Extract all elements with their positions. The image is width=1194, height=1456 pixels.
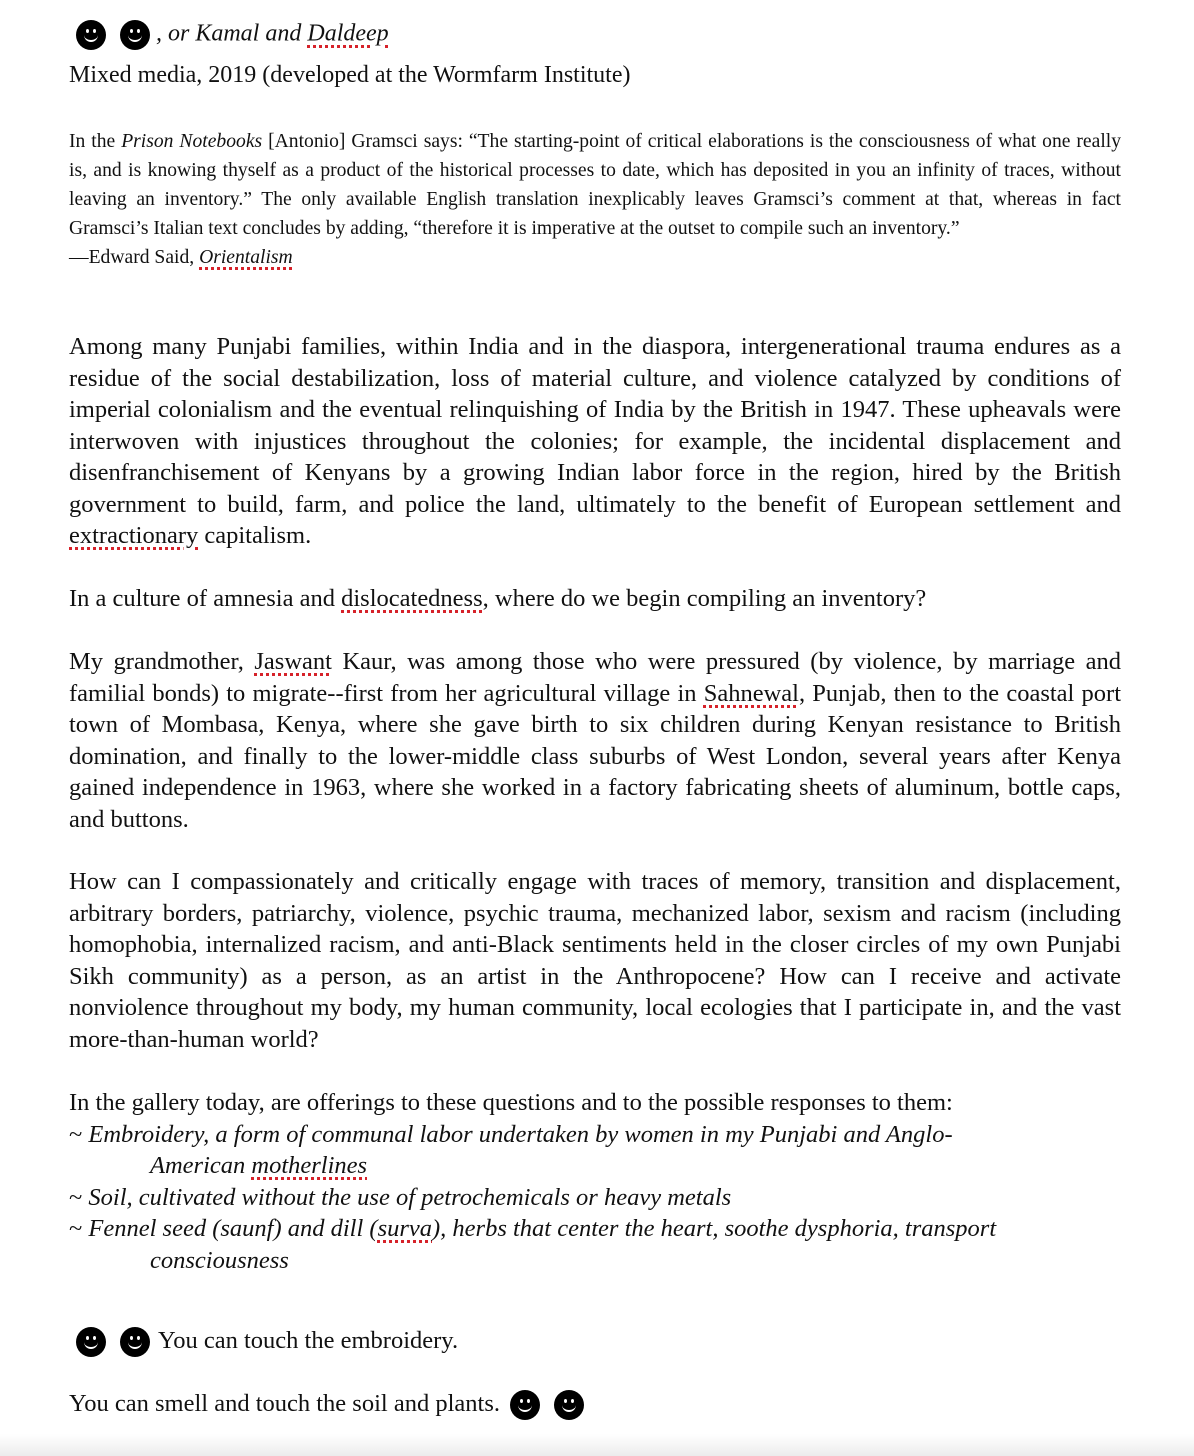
paragraph-offerings — [69, 1087, 1121, 1276]
quote-text: [Antonio] Gramsci says: “The starting-point of critical elaborations is the consciousness of what one really is, and is knowing thyself as a product of the historical processes to date, which has deposited in you an infinity of traces, without leaving an inventory.” The only available English translation inexplicably leaves Gramsci’s comment at that, whereas in fact Gramsci’s Italian text concludes by adding, “therefore it is imperative at the outset to compile such an inventory.” — [69, 131, 1122, 239]
artwork-title — [76, 20, 389, 50]
quote-lead: In the — [69, 131, 122, 152]
attribution-work: Orientalism — [199, 247, 293, 268]
list-item-text: Embroidery, a form of communal labor undertaken by women in my Punjabi and Anglo- — [88, 1120, 953, 1148]
paragraph-text: , Punjab, then to the coastal port town of Mombasa, Kenya, where she gave birth to six children during Kenyan resistance to British domination, and finally to the lower-middle class suburbs of West London, several years after Kenya gained independence in 1963, where she worked in a factory fabricating sheets of aluminum, bottle caps, and buttons. — [69, 679, 1122, 833]
list-item-text: Soil, cultivated without the use of petrochemicals or heavy metals — [88, 1183, 732, 1211]
list-item-text: American — [150, 1152, 252, 1179]
paragraph-text: In a culture of amnesia and — [69, 585, 342, 612]
list-item-text: consciousness — [150, 1246, 289, 1274]
flagged-word: surva — [377, 1215, 433, 1242]
paragraph-question — [69, 583, 1121, 615]
paragraph-history — [69, 331, 1121, 552]
flagged-word: Jaswant — [254, 648, 332, 675]
smiley-icon — [120, 1327, 150, 1357]
tilde-marker: ~ — [69, 1183, 89, 1211]
paragraph-text: Kaur, was among those who were pressured (by violence, by marriage and familial bonds) to migrate--first from her agricultural village in — [69, 648, 1122, 707]
smiley-icon — [510, 1390, 540, 1420]
offerings-intro: In the gallery today, are offerings to these questions and to the possible responses to them: — [69, 1089, 953, 1116]
paragraph-text: capitalism. — [198, 522, 312, 549]
flagged-word: motherlines — [251, 1152, 368, 1179]
flagged-word: dislocatedness — [341, 585, 483, 612]
touch-note — [76, 1327, 458, 1357]
flagged-word: Sahnewal — [703, 679, 799, 707]
smiley-icon — [120, 20, 150, 50]
page-bottom-shade — [0, 1434, 1194, 1456]
epigraph-quote — [69, 127, 1121, 272]
paragraph-grandmother — [69, 646, 1121, 835]
title-suffix: , or Kamal and — [156, 20, 308, 47]
list-item — [69, 1182, 1121, 1214]
list-item — [69, 1213, 1121, 1276]
paragraph-text: Among many Punjabi families, within India and in the diaspora, intergenerational trauma endures as a residue of the social destabilization, loss of material culture, and violence catalyzed by conditions of imperial colonialism and the eventual relinquishing of India by the British in 1947. These upheavals were interwoven with injustices throughout the colonies; for example, the incidental displacement and disenfranchisement of Kenyans by a growing Indian labor force in the region, hired by the British government to build, farm, and police the land, ultimately to the benefit of European settlement and — [69, 333, 1121, 518]
smiley-icon — [76, 20, 106, 50]
flagged-word: extractionary — [69, 522, 199, 549]
smiley-icon — [554, 1390, 584, 1420]
list-item-text: ), herbs that center the heart, soothe dysphoria, transport — [432, 1215, 997, 1242]
paragraph-text: , where do we begin compiling an inventory? — [482, 585, 927, 612]
attribution-author: —Edward Said, — [69, 247, 200, 268]
quote-book: Prison Notebooks — [121, 131, 263, 152]
list-item — [69, 1119, 1121, 1182]
list-item-text: Fennel seed (saunf) and dill ( — [88, 1215, 378, 1242]
touch-text: You can touch the embroidery. — [158, 1327, 459, 1354]
quote-attribution — [69, 243, 1121, 272]
paragraph-engagement: How can I compassionately and critically engage with traces of memory, transition and displacement, arbitrary borders, patriarchy, violence, psychic trauma, mechanized labor, sexism and racism (including homophobia, internalized racism, and anti-Black sentiments held in the closer circles of my own Punjabi Sikh community) as a person, as an artist in the Anthropocene? How can I receive and activate nonviolence throughout my body, my human community, local ecologies that I participate in, and the vast more-than-human world? — [69, 868, 1121, 1053]
smiley-icon — [76, 1327, 106, 1357]
title-name: Daldeep — [307, 20, 389, 47]
smell-text: You can smell and touch the soil and plants. — [69, 1390, 500, 1417]
tilde-marker: ~ — [69, 1120, 89, 1148]
tilde-marker: ~ — [69, 1215, 89, 1242]
paragraph-text: My grandmother, — [69, 648, 255, 675]
smell-note — [69, 1390, 584, 1420]
artwork-subtitle: Mixed media, 2019 (developed at the Wormfarm Institute) — [69, 62, 631, 88]
